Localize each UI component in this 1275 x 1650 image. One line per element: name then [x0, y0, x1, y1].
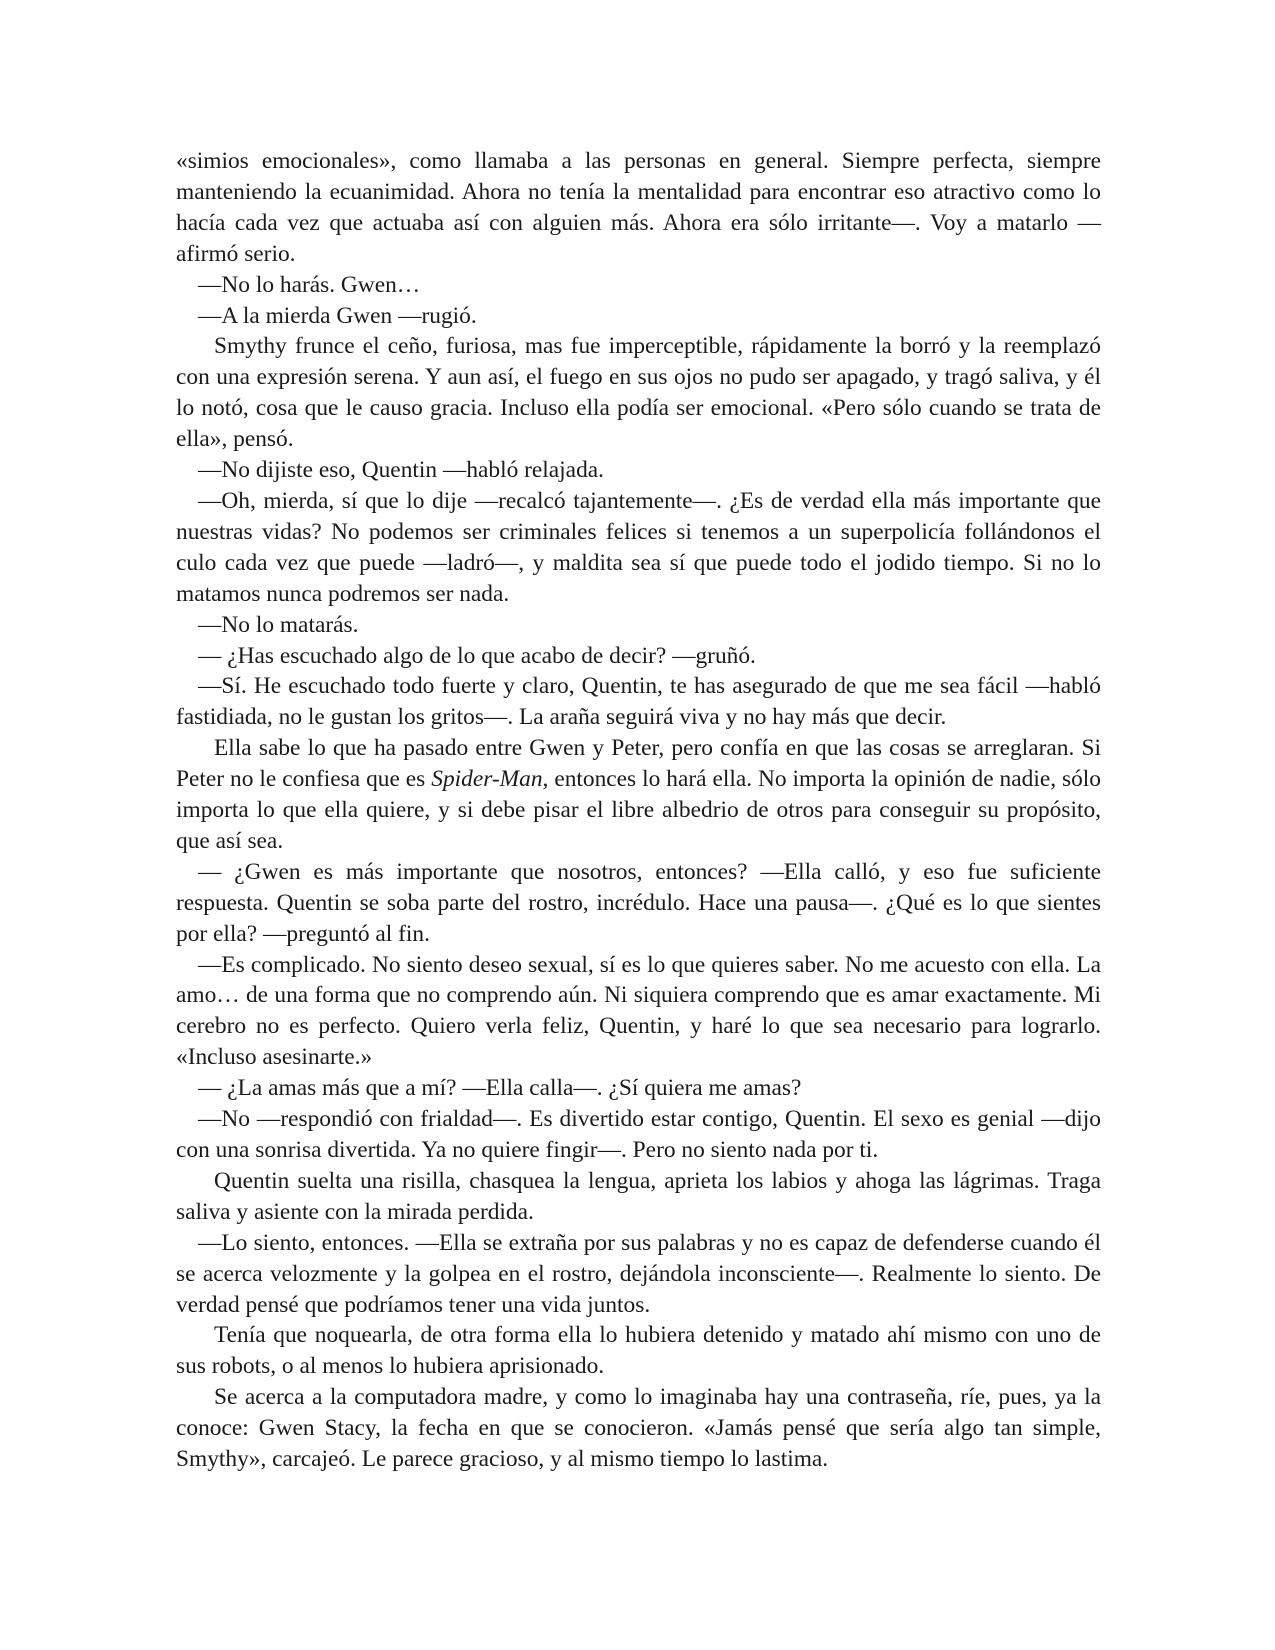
paragraph-12: —Es complicado. No siento deseo sexual, sí es lo que quieres saber. No me acuesto con ella. La amo… de una forma que no comprendo aún. Ni siquiera comprendo que es amar exactamente. Mi cerebro no es perfecto. Quiero verla feliz, Quentin, y haré lo que sea necesario para lograrlo. «Incluso asesinarte.» [176, 951, 1101, 1071]
paragraph-2: —No lo harás. Gwen… [198, 271, 421, 298]
paragraph-16: —Lo siento, entonces. —Ella se extraña por sus palabras y no es capaz de defenderse cuando él se acerca velozmente y la golpea en el rostro, dejándola inconsciente—. Realmente lo siento. De verdad pensé que podríamos tener una vida juntos. [176, 1229, 1101, 1318]
paragraph-3: —A la mierda Gwen —rugió. [198, 302, 477, 329]
paragraph-10-emphasis: Spider-Man [431, 766, 543, 793]
paragraph-13: — ¿La amas más que a mí? —Ella calla—. ¿Sí quiera me amas? [198, 1075, 802, 1102]
paragraph-10 [176, 733, 1101, 857]
paragraph-11: — ¿Gwen es más importante que nosotros, entonces? —Ella calló, y eso fue suficiente respuesta. Quentin se soba parte del rostro, incrédulo. Hace una pausa—. ¿Qué es lo que sientes por ella? —preguntó al fin. [176, 858, 1101, 947]
paragraph-4: Smythy frunce el ceño, furiosa, mas fue imperceptible, rápidamente la borró y la reemplazó con una expresión serena. Y aun así, el fuego en sus ojos no pudo ser apagado, y tragó saliva, y él lo notó, cosa que le causo gracia. Incluso ella podía ser emocional. «Pero sólo cuando se trata de ella», pensó. [176, 333, 1101, 453]
paragraph-1: «simios emocionales», como llamaba a las personas en general. Siempre perfecta, siempre manteniendo la ecuanimidad. Ahora no tenía la mentalidad para encontrar eso atractivo como lo hacía cada vez que actuaba así con alguien más. Ahora era sólo irritante—. Voy a matarlo —afirmó serio. [176, 148, 1101, 267]
paragraph-18: Se acerca a la computadora madre, y como lo imaginaba hay una contraseña, ríe, pues, ya la conoce: Gwen Stacy, la fecha en que se conocieron. «Jamás pensé que sería algo tan simple, Smythy», carcajeó. Le parece gracioso, y al mismo tiempo lo lastima. [176, 1384, 1101, 1473]
paragraph-5: —No dijiste eso, Quentin —habló relajada. [198, 457, 604, 484]
paragraph-10-after: , entonces lo hará ella. No importa la opinión de nadie, sólo importa lo que ella quiere, y si debe pisar el libre albedrio de otros para conseguir su propósito, que así sea. [176, 766, 1101, 854]
paragraph-17: Tenía que noquearla, de otra forma ella lo hubiera detenido y matado ahí mismo con uno de sus robots, o al menos lo hubiera aprisionado. [176, 1322, 1101, 1380]
paragraph-9: —Sí. He escuchado todo fuerte y claro, Quentin, te has asegurado de que me sea fácil —habló fastidiada, no le gustan los gritos—. La araña seguirá viva y no hay más que decir. [176, 673, 1101, 731]
paragraph-8: — ¿Has escuchado algo de lo que acabo de decir? —gruñó. [198, 642, 756, 669]
paragraph-14: —No —respondió con frialdad—. Es divertido estar contigo, Quentin. El sexo es genial —dijo con una sonrisa divertida. Ya no quiere fingir—. Pero no siento nada por ti. [176, 1106, 1101, 1163]
paragraph-7: —No lo matarás. [198, 611, 359, 638]
document-page [176, 146, 1101, 1475]
paragraph-6: —Oh, mierda, sí que lo dije —recalcó tajantemente—. ¿Es de verdad ella más importante que nuestras vidas? No podemos ser criminales felices si tenemos a un superpolicía follándonos el culo cada vez que puede —ladró—, y maldita sea sí que puede todo el jodido tiempo. Si no lo matamos nunca podremos ser nada. [176, 487, 1101, 607]
paragraph-15: Quentin suelta una risilla, chasquea la lengua, aprieta los labios y ahoga las lágrimas. Traga saliva y asiente con la mirada perdida. [176, 1167, 1101, 1225]
paragraph-10-before: Ella sabe lo que ha pasado entre Gwen y Peter, pero confía en que las cosas se arreglaran. Si Peter no le confiesa que es [176, 735, 1101, 793]
